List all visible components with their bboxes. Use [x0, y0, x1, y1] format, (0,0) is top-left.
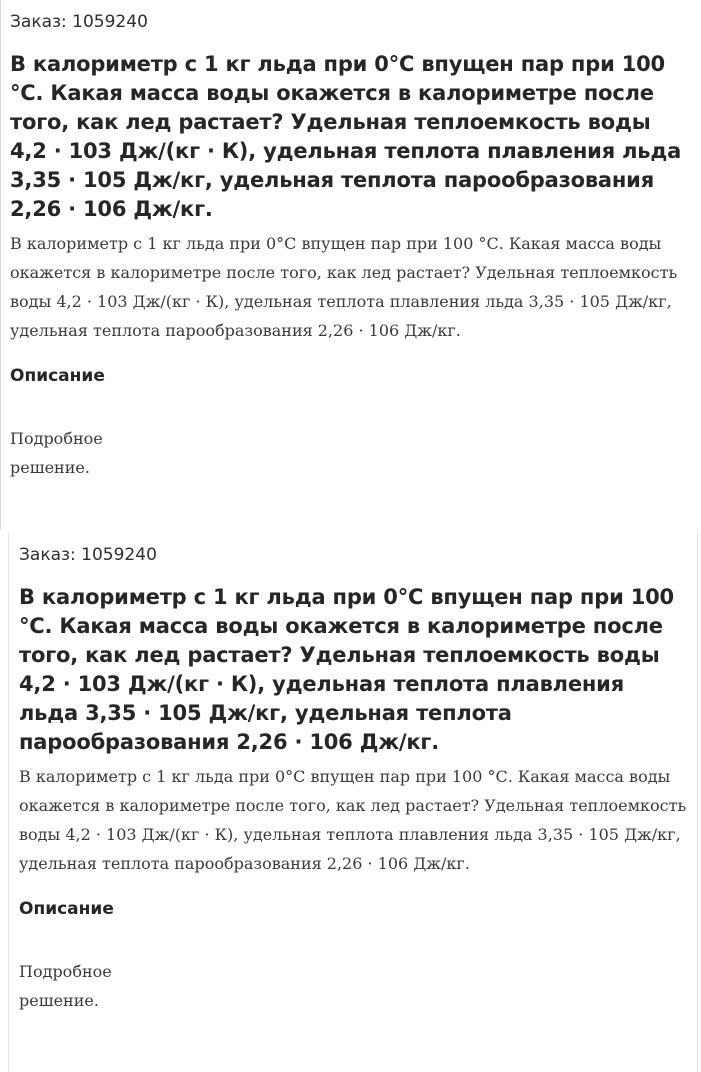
order-number: Заказ: 1059240 [19, 545, 157, 565]
question-text: В калориметр с 1 кг льда при 0°С впущен пар при 100 °С. Какая масса воды окажется в калориметре после того, как лед растает? Удельная теплоемкость воды 4,2 · 103 Дж/(кг · К), удельная теплота плавления льда 3,35 · 105 Дж/кг, удельная теплота парообразования 2,26 · 106 Дж/кг. [10, 234, 678, 340]
description-heading: Описание [19, 899, 114, 919]
order-card [8, 533, 698, 1072]
question-title: В калориметр с 1 кг льда при 0°С впущен пар при 100 °С. Какая масса воды окажется в калориметре после того, как лед растает? Удельная теплоемкость воды 4,2 · 103 Дж/(кг · К), удельная теплота плавления льда 3,35 · 105 Дж/кг, удельная теплота парообразования 2,26 · 106 Дж/кг. [19, 585, 674, 754]
order-number: Заказ: 1059240 [10, 12, 148, 32]
order-card [0, 0, 701, 530]
description-text: Подробное решение. [19, 962, 112, 1010]
question-text: В калориметр с 1 кг льда при 0°С впущен пар при 100 °С. Какая масса воды окажется в калориметре после того, как лед растает? Удельная теплоемкость воды 4,2 · 103 Дж/(кг · К), удельная теплота плавления льда 3,35 · 105 Дж/кг, удельная теплота парообразования 2,26 · 106 Дж/кг. [19, 767, 687, 873]
description-heading: Описание [10, 366, 105, 386]
description-text: Подробное решение. [10, 429, 103, 477]
question-title: В калориметр с 1 кг льда при 0°С впущен пар при 100 °С. Какая масса воды окажется в калориметре после того, как лед растает? Удельная теплоемкость воды 4,2 · 103 Дж/(кг · К), удельная теплота плавления льда 3,35 · 105 Дж/кг, удельная теплота парообразования 2,26 · 106 Дж/кг. [10, 52, 682, 221]
